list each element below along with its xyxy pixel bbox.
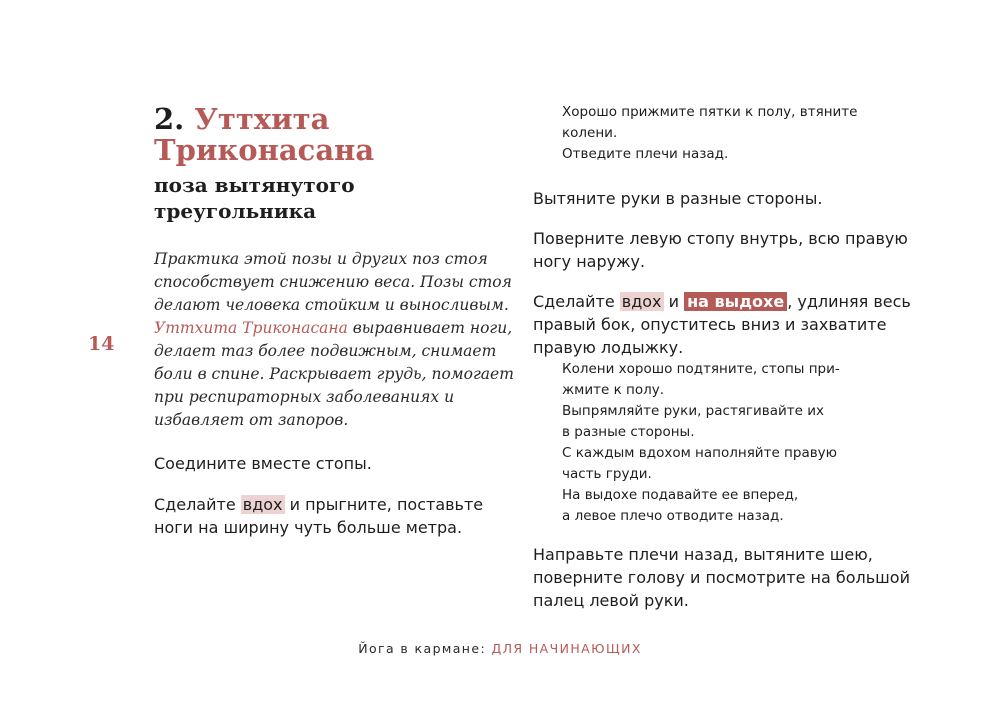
pose-subtitle	[154, 172, 514, 224]
inhale-marker: вдох	[621, 292, 662, 311]
step-turn-feet: Поверните левую стопу внутрь, всю правую ногу наружу.	[533, 229, 908, 271]
intro-paragraph	[154, 248, 514, 432]
step-stretch-arms: Вытяните руки в разные стороны.	[533, 189, 823, 208]
exhale-marker: на выдохе	[684, 292, 787, 311]
footer	[0, 641, 1000, 656]
intro-pose-name: Уттхита Триконасана	[154, 319, 348, 337]
pose-subtitle-line1: поза вытянутого	[154, 173, 355, 197]
inhale-marker: вдох	[242, 495, 283, 514]
step-jump	[154, 493, 514, 539]
left-column	[154, 104, 514, 539]
pose-name-line1: Уттхита	[194, 102, 330, 136]
step-jump-pre: Сделайте	[154, 495, 236, 514]
note-line: С каждым вдохом наполняйте правую	[562, 445, 838, 461]
pose-subtitle-line2: треугольника	[154, 199, 317, 223]
note-line: На выдохе подавайте ее вперед,	[562, 487, 799, 503]
note-line: Хорошо прижмите пятки к полу, втяните	[562, 104, 858, 120]
step-look-thumb: Направьте плечи назад, вытяните шею, поверните голову и посмотрите на большой палец левой руки.	[533, 545, 910, 610]
note-line: а левое плечо отводите назад.	[562, 508, 784, 524]
note-line: Колени хорошо подтяните, стопы при-	[562, 361, 840, 377]
note-line: колени.	[562, 125, 618, 141]
intro-text-part1: Практика этой позы и других поз стоя способствует снижению веса. Позы стоя делают человека стойким и выносливым.	[154, 250, 512, 314]
intro-text-part2: выравнивает ноги, делает таз более подвижным, снимает боли в спине. Раскрывает грудь, помогает при респираторных заболеваниях и избавляет от запоров.	[154, 319, 514, 429]
pose-name-line2: Триконасана	[154, 133, 375, 167]
step-bend-post: , удлиняя весь правый бок, опуститесь вниз и захватите правую лодыжку.	[533, 292, 911, 357]
note-line: Отведите плечи назад.	[562, 146, 729, 162]
page-number: 14	[88, 333, 115, 355]
step-join-feet: Соедините вместе стопы.	[154, 454, 372, 473]
footer-series: ДЛЯ НАЧИНАЮЩИХ	[491, 641, 642, 656]
pose-number: 2.	[154, 102, 185, 136]
pose-title	[154, 104, 514, 166]
footer-book-title: Йога в кармане:	[358, 641, 487, 656]
note-line: в разные стороны.	[562, 424, 695, 440]
right-column	[533, 102, 913, 612]
note-heels	[533, 102, 913, 165]
step-jump-post: и прыгните, поставьте ноги на ширину чуть больше метра.	[154, 495, 484, 537]
note-line: жмите к полу.	[562, 382, 665, 398]
step-bend-pre: Сделайте	[533, 292, 615, 311]
step-bend-side	[533, 290, 913, 359]
note-knees	[533, 359, 913, 527]
note-line: часть груди.	[562, 466, 652, 482]
step-bend-mid: и	[668, 292, 680, 311]
note-line: Выпрямляйте руки, растягивайте их	[562, 403, 825, 419]
